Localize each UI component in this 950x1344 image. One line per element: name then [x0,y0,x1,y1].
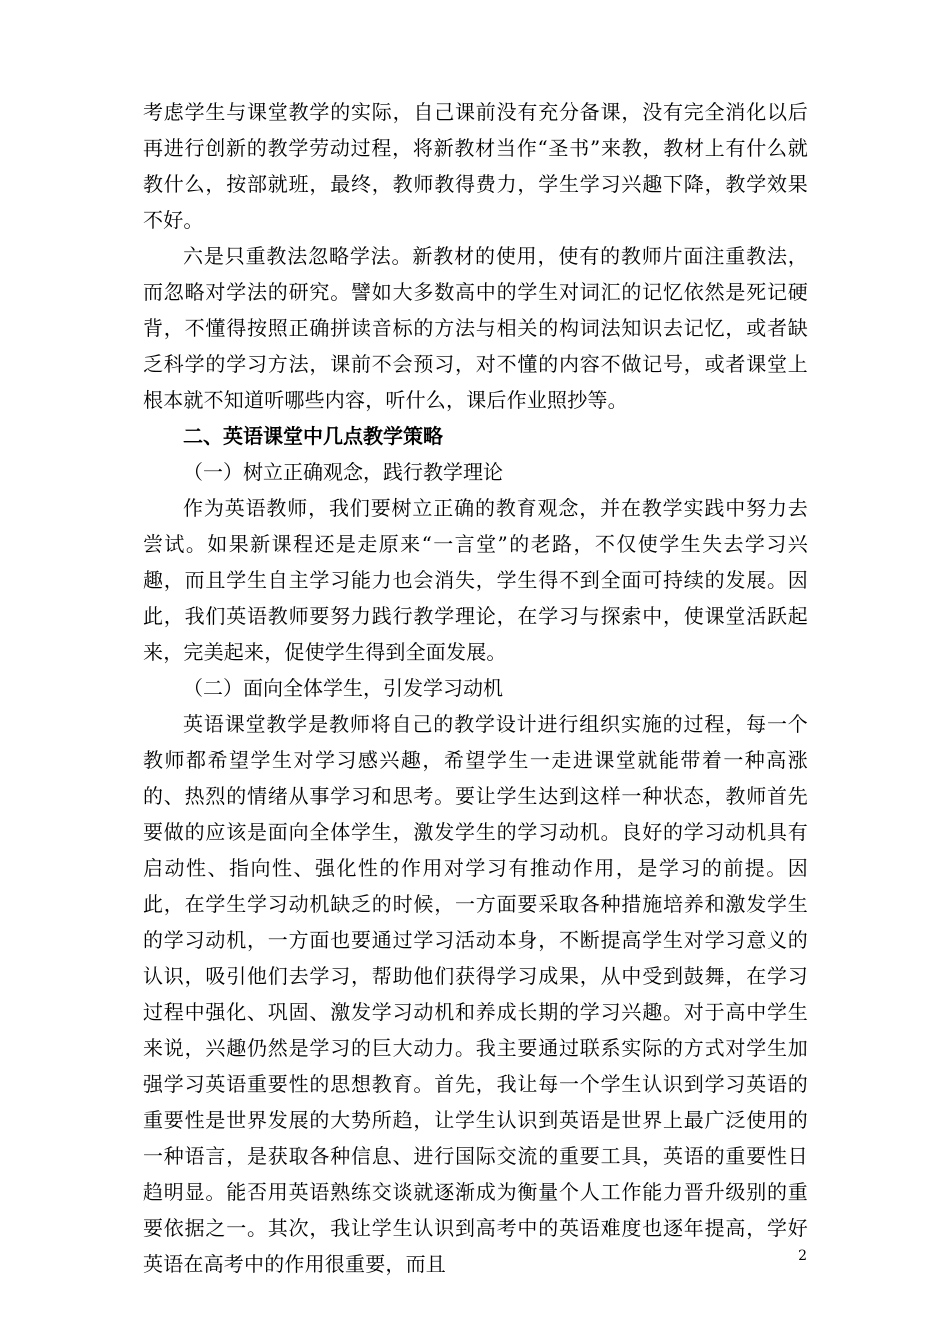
subheading-two: （二）面向全体学生，引发学习动机 [183,676,503,700]
subheading-one: （一）树立正确观念，践行教学理论 [183,460,503,484]
document-body [143,94,808,1282]
paragraph-point-six: 六是只重教法忽略学法。新教材的使用，使有的教师片面注重教法，而忽略对学法的研究。譬如大多数高中的学生对词汇的记忆依然是死记硬背，不懂得按照正确拼读音标的方法与相关的构词法知识去记忆，或者缺乏科学的学习方法，课前不会预习，对不懂的内容不做记号，或者课堂上根本就不知道听哪些内容，听什么，课后作业照抄等。 [143,244,808,412]
section-heading-strategies: 二、英语课堂中几点教学策略 [183,424,443,448]
paragraph-motivation: 英语课堂教学是教师将自己的教学设计进行组织实施的过程，每一个教师都希望学生对学习感兴趣，希望学生一走进课堂就能带着一种高涨的、热烈的情绪从事学习和思考。要让学生达到这样一种状态，教师首先要做的应该是面向全体学生，激发学生的学习动机。良好的学习动机具有启动性、指向性、强化性的作用对学习有推动作用，是学习的前提。因此，在学生学习动机缺乏的时候，一方面要采取各种措施培养和激发学生的学习动机，一方面也要通过学习活动本身，不断提高学生对学习意义的认识，吸引他们去学习，帮助他们获得学习成果，从中受到鼓舞，在学习过程中强化、巩固、激发学习动机和养成长期的学习兴趣。对于高中学生来说，兴趣仍然是学习的巨大动力。我主要通过联系实际的方式对学生加强学习英语重要性的思想教育。首先，我让每一个学生认识到学习英语的重要性是世界发展的大势所趋，让学生认识到英语是世界上最广泛使用的一种语言，是获取各种信息、进行国际交流的重要工具，英语的重要性日趋明显。能否用英语熟练交谈就逐渐成为衡量个人工作能力晋升级别的重要依据之一。其次，我让学生认识到高考中的英语难度也逐年提高，学好英语在高考中的作用很重要，而且 [143,712,808,1276]
paragraph-continuation: 考虑学生与课堂教学的实际，自己课前没有充分备课，没有完全消化以后再进行创新的教学劳动过程，将新教材当作“圣书”来教，教材上有什么就教什么，按部就班，最终，教师教得费力，学生学习兴趣下降，教学效果不好。 [143,100,808,232]
paragraph-concepts: 作为英语教师，我们要树立正确的教育观念，并在教学实践中努力去尝试。如果新课程还是走原来“一言堂”的老路，不仅使学生失去学习兴趣，而且学生自主学习能力也会消失，学生得不到全面可持续的发展。因此，我们英语教师要努力践行教学理论，在学习与探索中，使课堂活跃起来，完美起来，促使学生得到全面发展。 [143,496,808,664]
page-number: 2 [798,1248,807,1264]
